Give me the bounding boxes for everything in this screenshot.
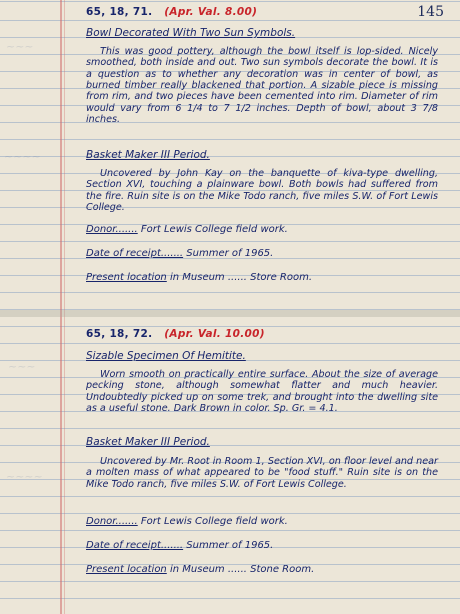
page-fold-shadow xyxy=(0,310,460,317)
margin-rule-secondary xyxy=(64,0,65,614)
provenance-text: Uncovered by John Kay on the banquette of kiva-type dwelling, Section XVI, touching a plainware bowl. Both bowls had suffered from the fire. Ruin site is on the Mike Todo ranch, five miles S.W. of Fort Lewis College. xyxy=(86,168,438,214)
bleed-through-text: ~~~~ xyxy=(6,470,43,483)
catalog-number: 65, 18, 72. xyxy=(86,328,153,340)
page-number: 145 xyxy=(417,4,444,20)
appraised-value: (Apr. Val. 10.00) xyxy=(164,328,265,340)
location-line xyxy=(86,564,456,575)
entry-title: Sizable Specimen Of Hemitite. xyxy=(86,350,246,362)
donor-line xyxy=(86,224,456,235)
catalog-entry xyxy=(86,328,456,340)
location-label: Present location xyxy=(86,564,167,575)
entry-header xyxy=(86,328,456,340)
entry-header xyxy=(86,6,456,18)
receipt-value: Summer of 1965. xyxy=(186,248,274,259)
donor-value: Fort Lewis College field work. xyxy=(140,516,288,527)
margin-rule xyxy=(60,0,62,614)
donor-label: Donor....... xyxy=(86,224,138,235)
donor-label: Donor....... xyxy=(86,516,138,527)
receipt-line xyxy=(86,540,456,551)
location-value: in Museum ...... Store Room. xyxy=(169,272,313,283)
description-text: This was good pottery, although the bowl itself is lop-sided. Nicely smoothed, both inside and out. Two sun symbols decorate the bowl. It is a question as to whether any decoration was in center of bowl, as burned timber really blackened that portion. A sizable piece is missing from rim, and two pieces have been cemented into rim. Diameter of rim would vary from 6 1/4 to 7 1/2 inches. Depth of bowl, about 3 7/8 inches. xyxy=(86,46,438,126)
receipt-line xyxy=(86,248,456,259)
receipt-value: Summer of 1965. xyxy=(186,540,274,551)
period-label: Basket Maker III Period. xyxy=(86,436,210,448)
receipt-label: Date of receipt....... xyxy=(86,248,184,259)
location-value: in Museum ...... Stone Room. xyxy=(169,564,315,575)
bleed-through-text: ~~~~ xyxy=(4,150,41,163)
appraised-value: (Apr. Val. 8.00) xyxy=(164,6,258,18)
provenance-paragraph xyxy=(86,168,438,213)
location-label: Present location xyxy=(86,272,167,283)
receipt-label: Date of receipt....... xyxy=(86,540,184,551)
description-text: Worn smooth on practically entire surface. About the size of average pecking stone, although somewhat flatter and much heavier. Undoubtedly picked up on some trek, and brought into the dwelling site as a useful stone. Dark Brown in color. Sp. Gr. = 4.1. xyxy=(86,369,438,415)
location-line xyxy=(86,272,456,283)
donor-value: Fort Lewis College field work. xyxy=(140,224,288,235)
bleed-through-text: ~~~ xyxy=(8,360,36,373)
entry-description xyxy=(86,369,438,414)
entry-title: Bowl Decorated With Two Sun Symbols. xyxy=(86,27,296,39)
period-label: Basket Maker III Period. xyxy=(86,149,210,161)
catalog-entry xyxy=(86,6,456,18)
donor-line xyxy=(86,516,456,527)
catalog-number: 65, 18, 71. xyxy=(86,6,153,18)
provenance-paragraph xyxy=(86,456,438,490)
bleed-through-text: ~~~ xyxy=(6,40,34,53)
entry-description xyxy=(86,46,438,125)
provenance-text: Uncovered by Mr. Root in Room 1, Section XVI, on floor level and near a molten mass of what appeared to be "food stuff." Ruin site is on the Mike Todo ranch, five miles S.W. of Fort Lewis College. xyxy=(86,456,438,490)
